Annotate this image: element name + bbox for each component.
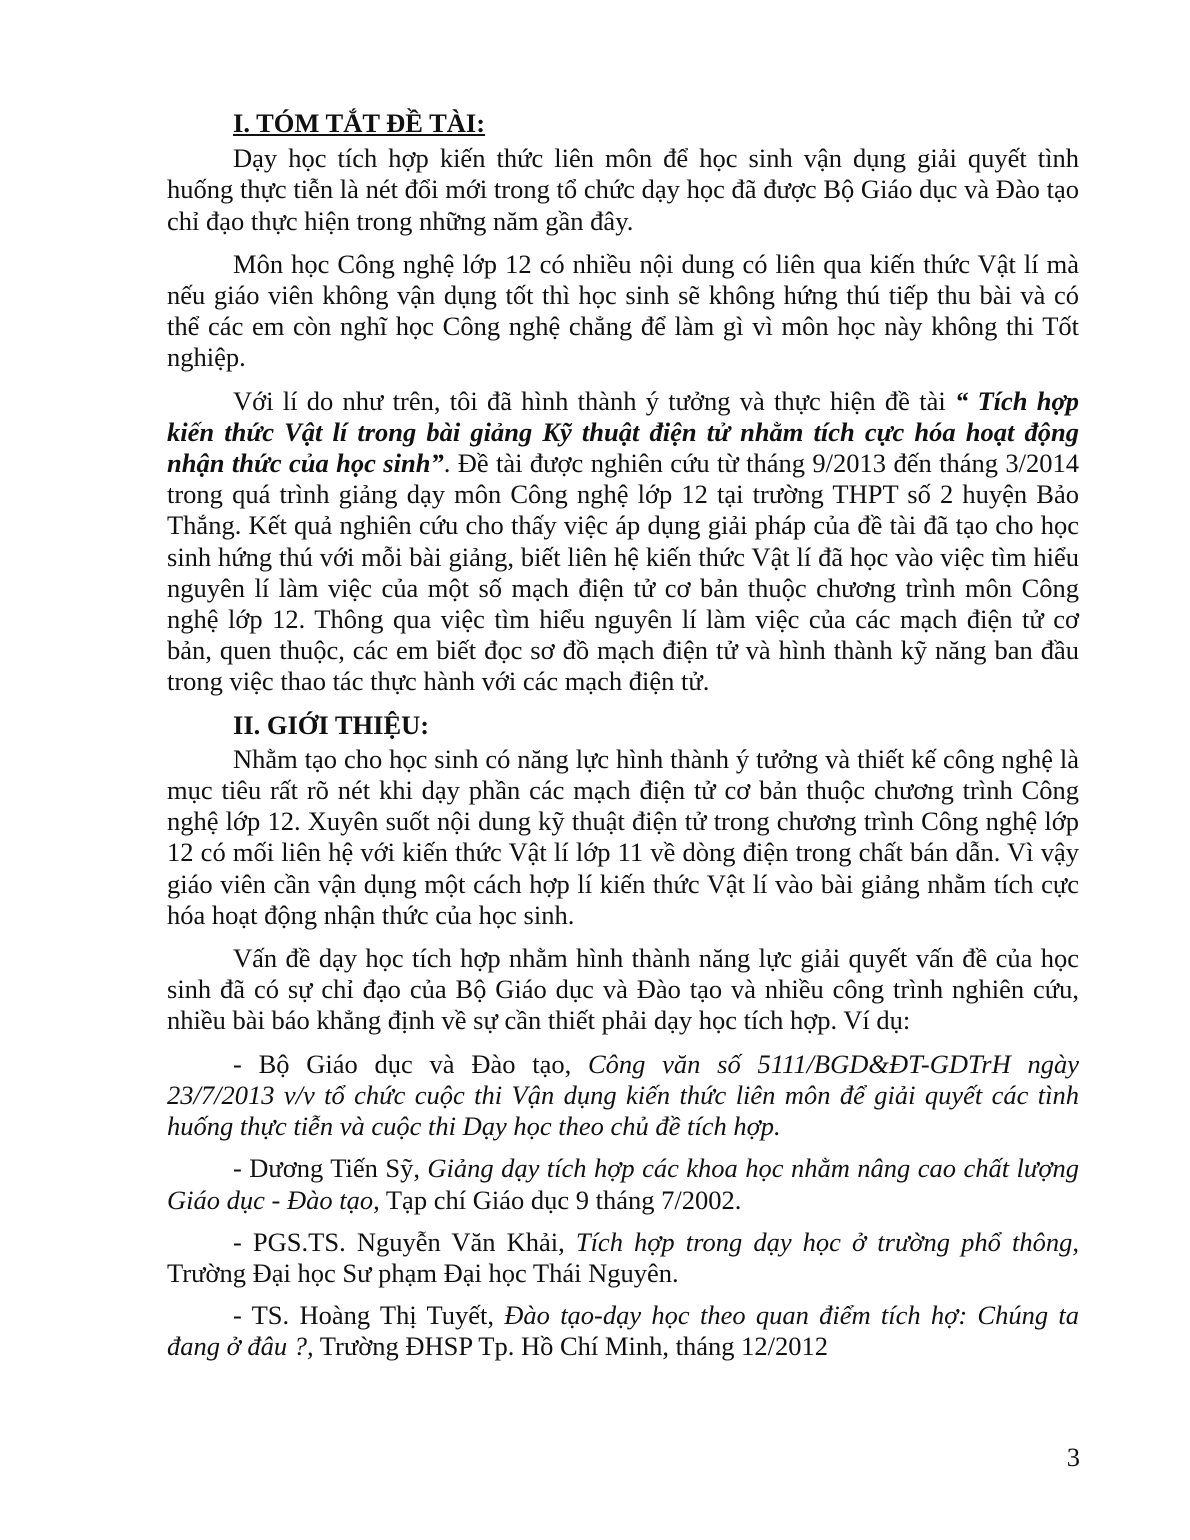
paragraph-3-intro: Với lí do như trên, tôi đã hình thành ý tưởng và thực hiện đề tài bbox=[233, 385, 955, 416]
reference-author: - TS. Hoàng Thị Tuyết, bbox=[233, 1300, 505, 1331]
reference-item bbox=[167, 1300, 1079, 1362]
reference-title: Đào tạo-dạy học theo quan điểm tích hợ: Chúng ta đang ở đâu ?, bbox=[167, 1300, 1079, 1362]
reference-item bbox=[167, 1049, 1079, 1143]
paragraph-3-rest: . Đề tài được nghiên cứu từ tháng 9/2013 đến tháng 3/2014 trong quá trình giảng dạy môn Công nghệ lớp 12 tại trường THPT số 2 huyện Bảo Thắng. Kết quả nghiên cứu cho thấy việc áp dụng giải pháp của đề tài đã tạo cho học sinh hứng thú với mỗi bài giảng, biết liên hệ kiến thức Vật lí đã học vào việc tìm hiểu nguyên lí làm việc của một số mạch điện tử cơ bản thuộc chương trình môn Công nghệ lớp 12. Thông qua việc tìm hiểu nguyên lí làm việc của các mạch điện tử cơ bản, quen thuộc, các em biết đọc sơ đồ mạch điện tử và hình thành kỹ năng ban đầu trong việc thao tác thực hành với các mạch điện tử. bbox=[167, 448, 1079, 697]
section-1-paragraph-3 bbox=[167, 386, 1079, 698]
reference-author: - Bộ Giáo dục và Đào tạo, bbox=[233, 1048, 588, 1079]
section-1-paragraph-2: Môn học Công nghệ lớp 12 có nhiều nội dung có liên qua kiến thức Vật lí mà nếu giáo viên không vận dụng tốt thì học sinh sẽ không hứng thú tiếp thu bài và có thể các em còn nghĩ học Công nghệ chẳng để làm gì vì môn học này không thi Tốt nghiệp. bbox=[167, 248, 1079, 373]
section-1-heading-text: I. TÓM TẮT ĐỀ TÀI: bbox=[233, 108, 486, 138]
section-2-paragraph-2: Vấn đề dạy học tích hợp nhằm hình thành năng lực giải quyết vấn đề của học sinh đã có sự chỉ đạo của Bộ Giáo dục và Đào tạo và nhiều công trình nghiên cứu, nhiều bài báo khẳng định về sự cần thiết phải dạy học tích hợp. Ví dụ: bbox=[167, 943, 1079, 1036]
reference-title: Giảng dạy tích hợp các khoa học nhằm nâng cao chất lượng Giáo dục - Đào tạo bbox=[167, 1153, 1079, 1215]
section-1-heading bbox=[167, 108, 1079, 139]
reference-author: - PGS.TS. Nguyễn Văn Khải, bbox=[233, 1226, 576, 1257]
reference-item bbox=[167, 1227, 1079, 1289]
reference-source: Trường Đại học Sư phạm Đại học Thái Nguyên. bbox=[167, 1257, 679, 1288]
reference-title: Tích hợp trong dạy học ở trường phổ thông, bbox=[575, 1226, 1079, 1257]
page-content bbox=[167, 108, 1079, 1374]
page-number: 3 bbox=[1066, 1442, 1080, 1472]
reference-source: Trường ĐHSP Tp. Hồ Chí Minh, tháng 12/2012 bbox=[313, 1331, 828, 1362]
reference-author: - Dương Tiến Sỹ, bbox=[233, 1153, 428, 1184]
section-1-paragraph-1: Dạy học tích hợp kiến thức liên môn để học sinh vận dụng giải quyết tình huống thực tiễn là nét đổi mới trong tổ chức dạy học đã được Bộ Giáo dục và Đào tạo chỉ đạo thực hiện trong những năm gần đây. bbox=[167, 143, 1079, 236]
reference-item bbox=[167, 1153, 1079, 1215]
section-2-heading: II. GIỚI THIỆU: bbox=[233, 709, 430, 740]
reference-title: Công văn số 5111/BGD&ĐT-GDTrH ngày 23/7/2013 v/v tổ chức cuộc thi Vận dụng kiến thức liên môn để giải quyết các tình huống thực tiễn và cuộc thi Dạy học theo chủ đề tích hợp. bbox=[167, 1048, 1080, 1142]
reference-source: , Tạp chí Giáo dục 9 tháng 7/2002. bbox=[373, 1184, 742, 1215]
section-2-paragraph-1: Nhằm tạo cho học sinh có năng lực hình thành ý tưởng và thiết kế công nghệ là mục tiêu rất rõ nét khi dạy phần các mạch điện tử cơ bản thuộc chương trình Công nghệ lớp 12. Xuyên suốt nội dung kỹ thuật điện tử trong chương trình Công nghệ lớp 12 có mối liên hệ với kiến thức Vật lí lớp 11 về dòng điện trong chất bán dẫn. Vì vậy giáo viên cần vận dụng một cách hợp lí kiến thức Vật lí vào bài giảng nhằm tích cực hóa hoạt động nhận thức của học sinh. bbox=[167, 743, 1079, 930]
research-title: “ Tích hợp kiến thức Vật lí trong bài giảng Kỹ thuật điện tử nhằm tích cực hóa hoạt động nhận thức của học sinh” bbox=[167, 385, 1080, 479]
